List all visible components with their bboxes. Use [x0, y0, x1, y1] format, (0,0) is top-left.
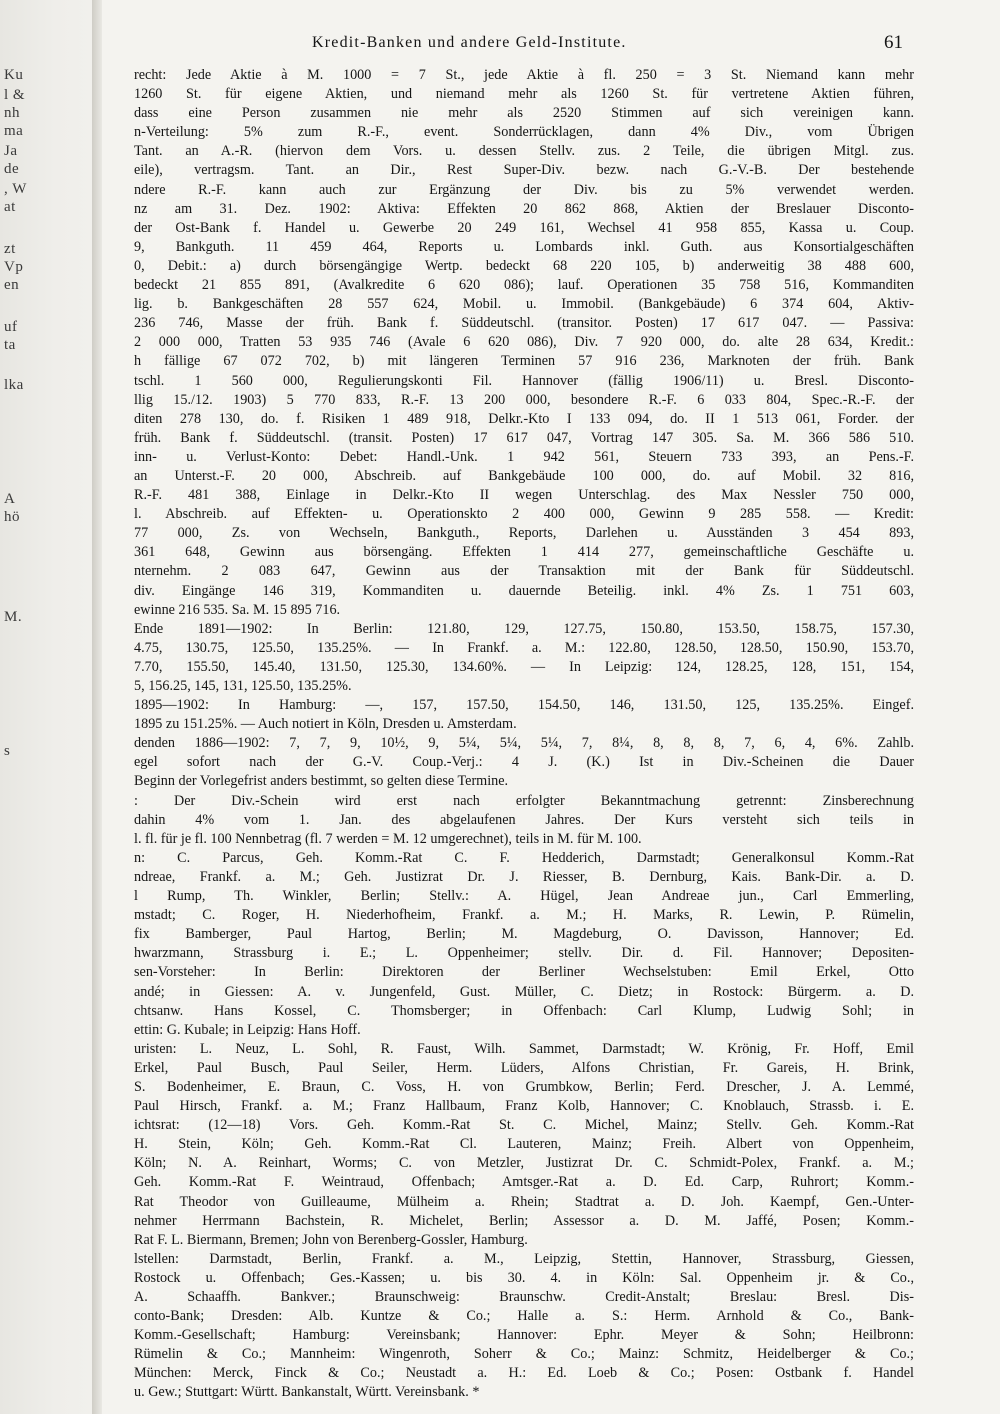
margin-fragment: M. — [4, 609, 23, 625]
text-line: ndreae, Frankf. a. M.; Geh. Justizrat Dr. J. Riesser, B. Dernburg, Kais. Bank-Dir. a. D. — [134, 868, 914, 885]
margin-fragment: lka — [4, 377, 24, 393]
text-line: andé; in Giessen: A. v. Jungenfeld, Gust. Müller, C. Dietz; in Rostock: Bürgerm. a. D. — [134, 983, 914, 1000]
text-line: Köln; N. A. Reinhart, Worms; C. von Metzler, Justizrat Dr. C. Schmidt-Polex, Frankf. a. M.; — [134, 1155, 914, 1172]
text-line: 361 648, Gewinn aus börsengäng. Effekten 1 414 277, gemeinschaftliche Geschäfte u. — [134, 544, 914, 561]
margin-fragment: , W — [4, 181, 27, 197]
text-line: Tant. an A.-R. (hiervon dem Vors. u. dessen Stellv. zus. 2 Teile, die übrigen Mitgl. zus. — [134, 143, 914, 160]
text-line: Erkel, Paul Busch, Paul Seiler, Herm. Lüders, Alfons Christian, Fr. Gareis, H. Brink, — [134, 1059, 914, 1076]
margin-fragment: Ja — [4, 143, 18, 159]
text-line: nz am 31. Dez. 1902: Aktiva: Effekten 20 862 868, Aktien der Breslauer Disconto- — [134, 200, 914, 217]
text-line: A. Schaaffh. Bankver.; Braunschweig: Braunschw. Credit-Anstalt; Breslau: Bresl. Dis- — [134, 1289, 914, 1305]
text-line: l Rump, Th. Winkler, Berlin; Stellv.: A. Hügel, Jean Andreae jun., Carl Emmerling, — [134, 888, 914, 905]
text-line: 1260 St. für eigene Aktien, und niemand mehr als 1260 St. für vertretene Aktien führen, — [134, 86, 914, 103]
text-line: llig 15./12. 1903) 5 770 833, R.-F. 13 200 000, besondere R.-F. 6 033 804, Spec.-R.-F. der — [134, 391, 914, 408]
text-line: n: C. Parcus, Geh. Komm.-Rat C. F. Hedderich, Darmstadt; Generalkonsul Komm.-Rat — [134, 849, 914, 866]
text-line: Paul Hirsch, Frankf. a. M.; Franz Hallbaum, Franz Kolb, Hannover; C. Knoblauch, Strassb. i. E. — [134, 1098, 914, 1115]
text-line: uristen: L. Neuz, L. Sohl, R. Faust, Wilh. Sammet, Darmstadt; W. Krönig, Fr. Hoff, Emil — [134, 1040, 914, 1057]
text-line: 2 000 000, Tratten 53 935 746 (Avale 6 620 086), Div. 7 920 000, do. alte 28 634, Kredit.: — [134, 334, 914, 351]
text-line: dahin 4% vom 1. Jan. des abgelaufenen Jahres. Der Kurs versteht sich teils in — [134, 811, 914, 828]
text-line: Ende 1891—1902: In Berlin: 121.80, 129, 127.75, 150.80, 153.50, 158.75, 157.30, — [134, 620, 914, 637]
text-line: mstadt; C. Roger, H. Niederhofheim, Frankf. a. M.; H. Marks, R. Lewin, P. Rümelin, — [134, 907, 914, 924]
text-line: 5, 156.25, 145, 131, 125.50, 135.25%. — [134, 678, 352, 694]
text-line: l. fl. für je fl. 100 Nennbetrag (fl. 7 werden = M. 12 umgerechnet), teils in M. für M. 100. — [134, 830, 642, 847]
text-line: fix Bamberger, Paul Hartog, Berlin; M. Magdeburg, O. Davisson, Hannover; Ed. — [134, 926, 914, 943]
running-head: Kredit-Banken und andere Geld-Institute. — [312, 34, 627, 51]
text-line: ettin: G. Kubale; in Leipzig: Hans Hoff. — [134, 1021, 361, 1038]
text-line: 4.75, 130.75, 125.50, 135.25%. — In Frankf. a. M.: 122.80, 128.50, 128.50, 150.90, 153.70, — [134, 639, 914, 656]
text-line: 1895—1902: In Hamburg: —, 157, 157.50, 154.50, 146, 131.50, 125, 135.25%. Eingef. — [134, 697, 914, 714]
margin-fragment: l & — [4, 87, 26, 103]
text-line: h fällige 67 072 702, b) mit längeren Terminen 57 916 236, Marknoten der früh. Bank — [134, 353, 914, 370]
text-line: ewinne 216 535. Sa. M. 15 895 716. — [134, 601, 341, 618]
text-line: 236 746, Masse der früh. Bank f. Süddeutschl. (transitor. Posten) 17 617 047. — Passiva: — [134, 315, 914, 332]
text-line: 77 000, Zs. von Wechseln, Bankguth., Reports, Darlehen u. Ausständen 3 454 893, — [134, 525, 914, 542]
text-line: Komm.-Gesellschaft; Hamburg: Vereinsbank; Hannover: Ephr. Meyer & Sohn; Heilbronn: — [134, 1327, 914, 1344]
margin-fragment: ta — [4, 337, 16, 353]
text-line: nehmer Herrmann Bachstein, R. Michelet, Berlin; Assessor a. D. M. Jaffé, Posen; Komm.- — [134, 1212, 914, 1229]
margin-fragment: ma — [4, 123, 24, 139]
text-line: S. Bodenheimer, E. Braun, C. Voss, H. von Grumbkow, Berlin; Ferd. Drescher, J. A. Lemmé, — [134, 1078, 914, 1095]
margin-fragment: nh — [4, 105, 20, 121]
text-line: 9, Bankguth. 11 459 464, Reports u. Lombards inkl. Guth. aus Konsortialgeschäften — [134, 238, 914, 255]
text-line: div. Eingänge 146 319, Kommanditen u. dauernde Beteilig. inkl. 4% Zs. 1 751 603, — [134, 582, 914, 599]
text-line: Rat F. L. Biermann, Bremen; John von Berenberg-Gossler, Hamburg. — [134, 1231, 528, 1248]
text-line: ichtsrat: (12—18) Vors. Geh. Komm.-Rat St. C. Michel, Mainz; Stellv. Geh. Komm.-Rat — [134, 1117, 914, 1134]
text-line: l. Abschreib. auf Effekten- u. Operationskto 2 400 000, Gewinn 9 285 558. — Kredit: — [134, 506, 914, 523]
margin-fragment: A — [4, 491, 16, 507]
text-line: München: Merck, Finck & Co.; Neustadt a. H.: Ed. Loeb & Co.; Posen: Ostbank f. Handel — [134, 1365, 914, 1382]
text-line: diten 278 130, do. f. Risiken 1 489 918, Delkr.-Kto I 133 094, do. II 1 513 061, Forder. der — [134, 410, 914, 427]
text-line: hwarzmann, Strassburg i. E.; L. Oppenheimer; stellv. Dir. d. Fil. Hannover; Depositen- — [134, 945, 914, 962]
text-line: Rostock u. Offenbach; Ges.-Kassen; u. bis 30. 4. in Köln: Sal. Oppenheim jr. & Co., — [134, 1269, 914, 1286]
text-line: ndere R.-F. kann auch zur Ergänzung der Div. bis zu 5% verwendet werden. — [134, 181, 914, 198]
text-line: eile), vertragsm. Tant. an Dir., Rest Super-Div. bezw. nach G.-V.-B. Der bestehende — [134, 162, 914, 179]
margin-fragment: en — [4, 277, 20, 293]
left-margin-bleed — [0, 0, 92, 1414]
text-line: Beginn der Vorlegefrist anders bestimmt, so gelten diese Termine. — [134, 773, 509, 790]
text-line: nternehm. 2 083 647, Gewinn aus der Transaktion mit der Bank für Süddeutschl. — [134, 563, 914, 580]
margin-fragment: zt — [4, 241, 16, 257]
text-line: 0, Debit.: a) durch börsengängige Wertp. bedeckt 68 220 105, b) anderweitig 38 488 600, — [134, 257, 914, 274]
margin-fragment: Ku — [4, 67, 24, 83]
margin-fragment: hö — [4, 509, 20, 525]
text-line: conto-Bank; Dresden: Alb. Kuntze & Co.; Halle a. S.: Herm. Arnhold & Co., Bank- — [134, 1308, 914, 1325]
text-line: recht: Jede Aktie à M. 1000 = 7 St., jede Aktie à fl. 250 = 3 St. Niemand kann mehr — [134, 67, 914, 83]
margin-fragment: s — [4, 743, 11, 759]
text-line: n-Verteilung: 5% zum R.-F., event. Sonderrücklagen, dann 4% Div., vom Übrigen — [134, 124, 914, 141]
text-line: an Unterst.-F. 20 000, Abschreib. auf Bankgebäude 100 000, do. auf Mobil. 32 816, — [134, 467, 914, 484]
text-line: Geh. Komm.-Rat F. Weintraud, Offenbach; Amtsger.-Rat a. D. Ed. Carp, Ruhrort; Komm.- — [134, 1174, 914, 1191]
text-line: Rat Theodor von Guilleaume, Mülheim a. Rhein; Stadtrat a. D. Joh. Kaempf, Gen.-Unter- — [134, 1193, 914, 1210]
text-line: egel sofort nach der G.-V. Coup.-Verj.: 4 J. (K.) Ist in Div.-Scheinen die Dauer — [134, 754, 914, 771]
text-line: 7.70, 155.50, 145.40, 131.50, 125.30, 134.60%. — In Leipzig: 124, 128.25, 128, 151, 154, — [134, 658, 914, 675]
text-line: H. Stein, Köln; Geh. Komm.-Rat Cl. Lauteren, Mainz; Freih. Albert von Oppenheim, — [134, 1136, 914, 1153]
text-line: tschl. 1 560 000, Regulierungskonti Fil. Hannover (fällig 1906/11) u. Bresl. Disconto- — [134, 372, 914, 389]
margin-fragment: de — [4, 161, 20, 177]
text-line: : Der Div.-Schein wird erst nach erfolgter Bekanntmachung getrennt: Zinsberechnung — [134, 792, 914, 809]
text-line: lstellen: Darmstadt, Berlin, Frankf. a. M., Leipzig, Stettin, Hannover, Strassburg, Giessen, — [134, 1250, 914, 1267]
text-line: R.-F. 481 388, Einlage in Delkr.-Kto II wegen Unterschlag. des Max Nessler 750 000, — [134, 487, 914, 504]
text-line: bedeckt 21 855 891, (Avalkredite 6 620 086); lauf. Operationen 35 758 516, Kommanditen — [134, 277, 914, 294]
binding-gutter — [92, 0, 102, 1414]
text-line: sen-Vorsteher: In Berlin: Direktoren der Berliner Wechselstuben: Emil Erkel, Otto — [134, 964, 914, 981]
text-line: denden 1886—1902: 7, 7, 9, 10½, 9, 5¼, 5¼, 5¼, 7, 8¼, 8, 8, 8, 7, 6, 4, 6%. Zahlb. — [134, 735, 914, 752]
text-line: der Ost-Bank f. Handel u. Gewerbe 20 249 161, Wechsel 41 958 855, Kassa u. Coup. — [134, 219, 914, 236]
text-line: dass eine Person zusammen nie mehr als 2520 Stimmen auf sich vereinigen kann. — [134, 105, 914, 122]
text-line: u. Gew.; Stuttgart: Württ. Bankanstalt, Württ. Vereinsbank. * — [134, 1384, 480, 1401]
text-line: Rümelin & Co.; Mannheim: Wingenroth, Soherr & Co.; Mainz: Schmitz, Heidelberger & Co.; — [134, 1346, 914, 1363]
text-line: früh. Bank f. Süddeutschl. (transit. Posten) 17 617 047, Vortrag 147 305. Sa. M. 366 586 510. — [134, 429, 914, 446]
margin-fragment: Vp — [4, 259, 24, 275]
text-line: inn- u. Verlust-Konto: Debet: Handl.-Unk. 1 942 561, Steuern 733 393, an Pens.-F. — [134, 448, 914, 465]
text-line: 1895 zu 151.25%. — Auch notiert in Köln, Dresden u. Amsterdam. — [134, 716, 517, 733]
margin-fragment: uf — [4, 319, 18, 335]
page-number: 61 — [884, 32, 903, 53]
text-line: lig. b. Bankgeschäften 28 557 624, Mobil. u. Immobil. (Bankgebäude) 6 374 604, Aktiv- — [134, 296, 914, 313]
text-line: chtsanw. Hans Kossel, C. Thomsberger; in Offenbach: Carl Klump, Ludwig Sohl; in — [134, 1002, 914, 1019]
body-text — [134, 66, 914, 1403]
margin-fragment: at — [4, 199, 16, 215]
